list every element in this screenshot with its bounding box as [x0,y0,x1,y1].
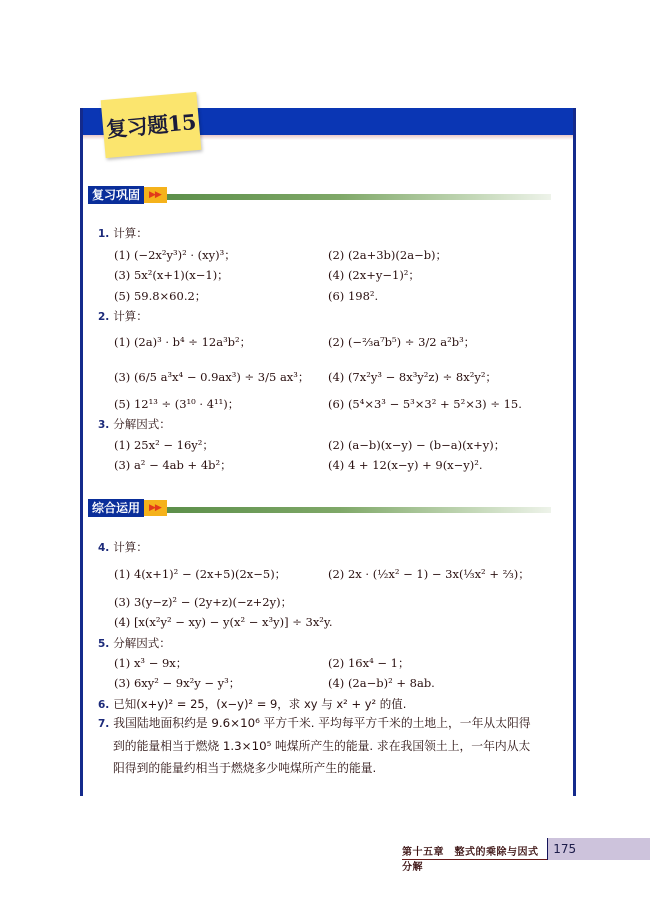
section-header-review [88,187,551,203]
question-7: 7. 我国陆地面积约是 9.6×10⁶ 平方千米. 平均每平方千米的土地上，一年从太阳得 到的能量相当于燃烧 1.3×10⁵ 吨煤所产生的能量. 求在我国领土上，一年内从太 阳得到的能量约相当于燃烧多少吨煤所产生的能量. [98,712,568,779]
section-gradient-bar [167,507,551,513]
frame-right-border [573,108,576,796]
double-arrow-icon: ▶▶ [144,500,167,516]
question-5: 5. 分解因式： [98,636,171,650]
title-sticky-note [101,92,202,158]
q5-item-3: (3) 6xy² − 9x²y − y³； [114,676,241,690]
page-footer [402,838,650,873]
q2-item-3: (3) (6/5 a³x⁴ − 0.9ax³) ÷ 3/5 ax³； [114,370,310,384]
q3-item-4: (4) 4 + 12(x−y) + 9(x−y)². [328,458,483,472]
q1-item-3: (3) 5x²(x+1)(x−1)； [114,268,229,282]
q5-item-2: (2) 16x⁴ − 1； [328,656,410,670]
q7-line-2: 到的能量相当于燃烧 1.3×10⁵ 吨煤所产生的能量. 求在我国领土上，一年内从太 [113,739,531,753]
q5-item-4: (4) (2a−b)² + 8ab. [328,676,435,690]
q4-item-3: (3) 3(y−z)² − (2y+z)(−z+2y)； [114,595,293,609]
question-3: 3. 分解因式： [98,417,171,431]
question-6: 6. 已知(x+y)² = 25，(x−y)² = 9，求 xy 与 x² + y² 的值. [98,697,407,711]
q4-item-2: (2) 2x · (½x² − 1) − 3x(⅓x² + ⅔)； [328,567,530,581]
page-title: 复习题15 [105,109,197,142]
page-number: 175 [548,838,650,860]
q1-item-1: (1) (−2x²y³)² · (xy)³； [114,248,236,262]
q7-line-3: 阳得到的能量约相当于燃烧多少吨煤所产生的能量. [113,761,377,775]
q1-item-6: (6) 198². [328,289,379,303]
q5-item-1: (1) x³ − 9x； [114,656,188,670]
frame-left-border [80,108,83,796]
q2-item-1: (1) (2a)³ · b⁴ ÷ 12a³b²； [114,335,252,349]
q1-item-4: (4) (2x+y−1)²； [328,268,420,282]
q2-item-6: (6) (5⁴×3³ − 5³×3² + 5²×3) ÷ 15. [328,397,522,411]
q2-item-2: (2) (−⅔a⁷b⁵) ÷ 3/2 a²b³； [328,335,476,349]
chapter-title: 第十五章 整式的乘除与因式分解 [402,838,547,860]
q3-item-3: (3) a² − 4ab + 4b²； [114,458,232,472]
exercise-frame [80,108,576,796]
q2-item-4: (4) (7x²y³ − 8x³y²z) ÷ 8x²y²； [328,370,497,384]
q4-item-1: (1) 4(x+1)² − (2x+5)(2x−5)； [114,567,287,581]
q3-item-2: (2) (a−b)(x−y) − (b−a)(x+y)； [328,438,506,452]
section-header-application [88,500,551,516]
q3-item-1: (1) 25x² − 16y²； [114,438,214,452]
double-arrow-icon: ▶▶ [144,187,167,203]
section-label: 复习巩固 [88,186,144,204]
q2-item-5: (5) 12¹³ ÷ (3¹⁰ · 4¹¹)； [114,397,240,411]
section-label: 综合运用 [88,499,144,517]
q1-item-2: (2) (2a+3b)(2a−b)； [328,248,448,262]
question-2: 2. 计算： [98,309,148,323]
q1-item-5: (5) 59.8×60.2； [114,289,207,303]
question-1: 1. 计算： [98,226,148,240]
q7-line-1: 我国陆地面积约是 9.6×10⁶ 平方千米. 平均每平方千米的土地上，一年从太阳得 [113,716,531,730]
question-4: 4. 计算： [98,540,148,554]
q4-item-4: (4) [x(x²y² − xy) − y(x² − x³y)] ÷ 3x²y. [114,615,333,629]
section-gradient-bar [167,194,551,200]
